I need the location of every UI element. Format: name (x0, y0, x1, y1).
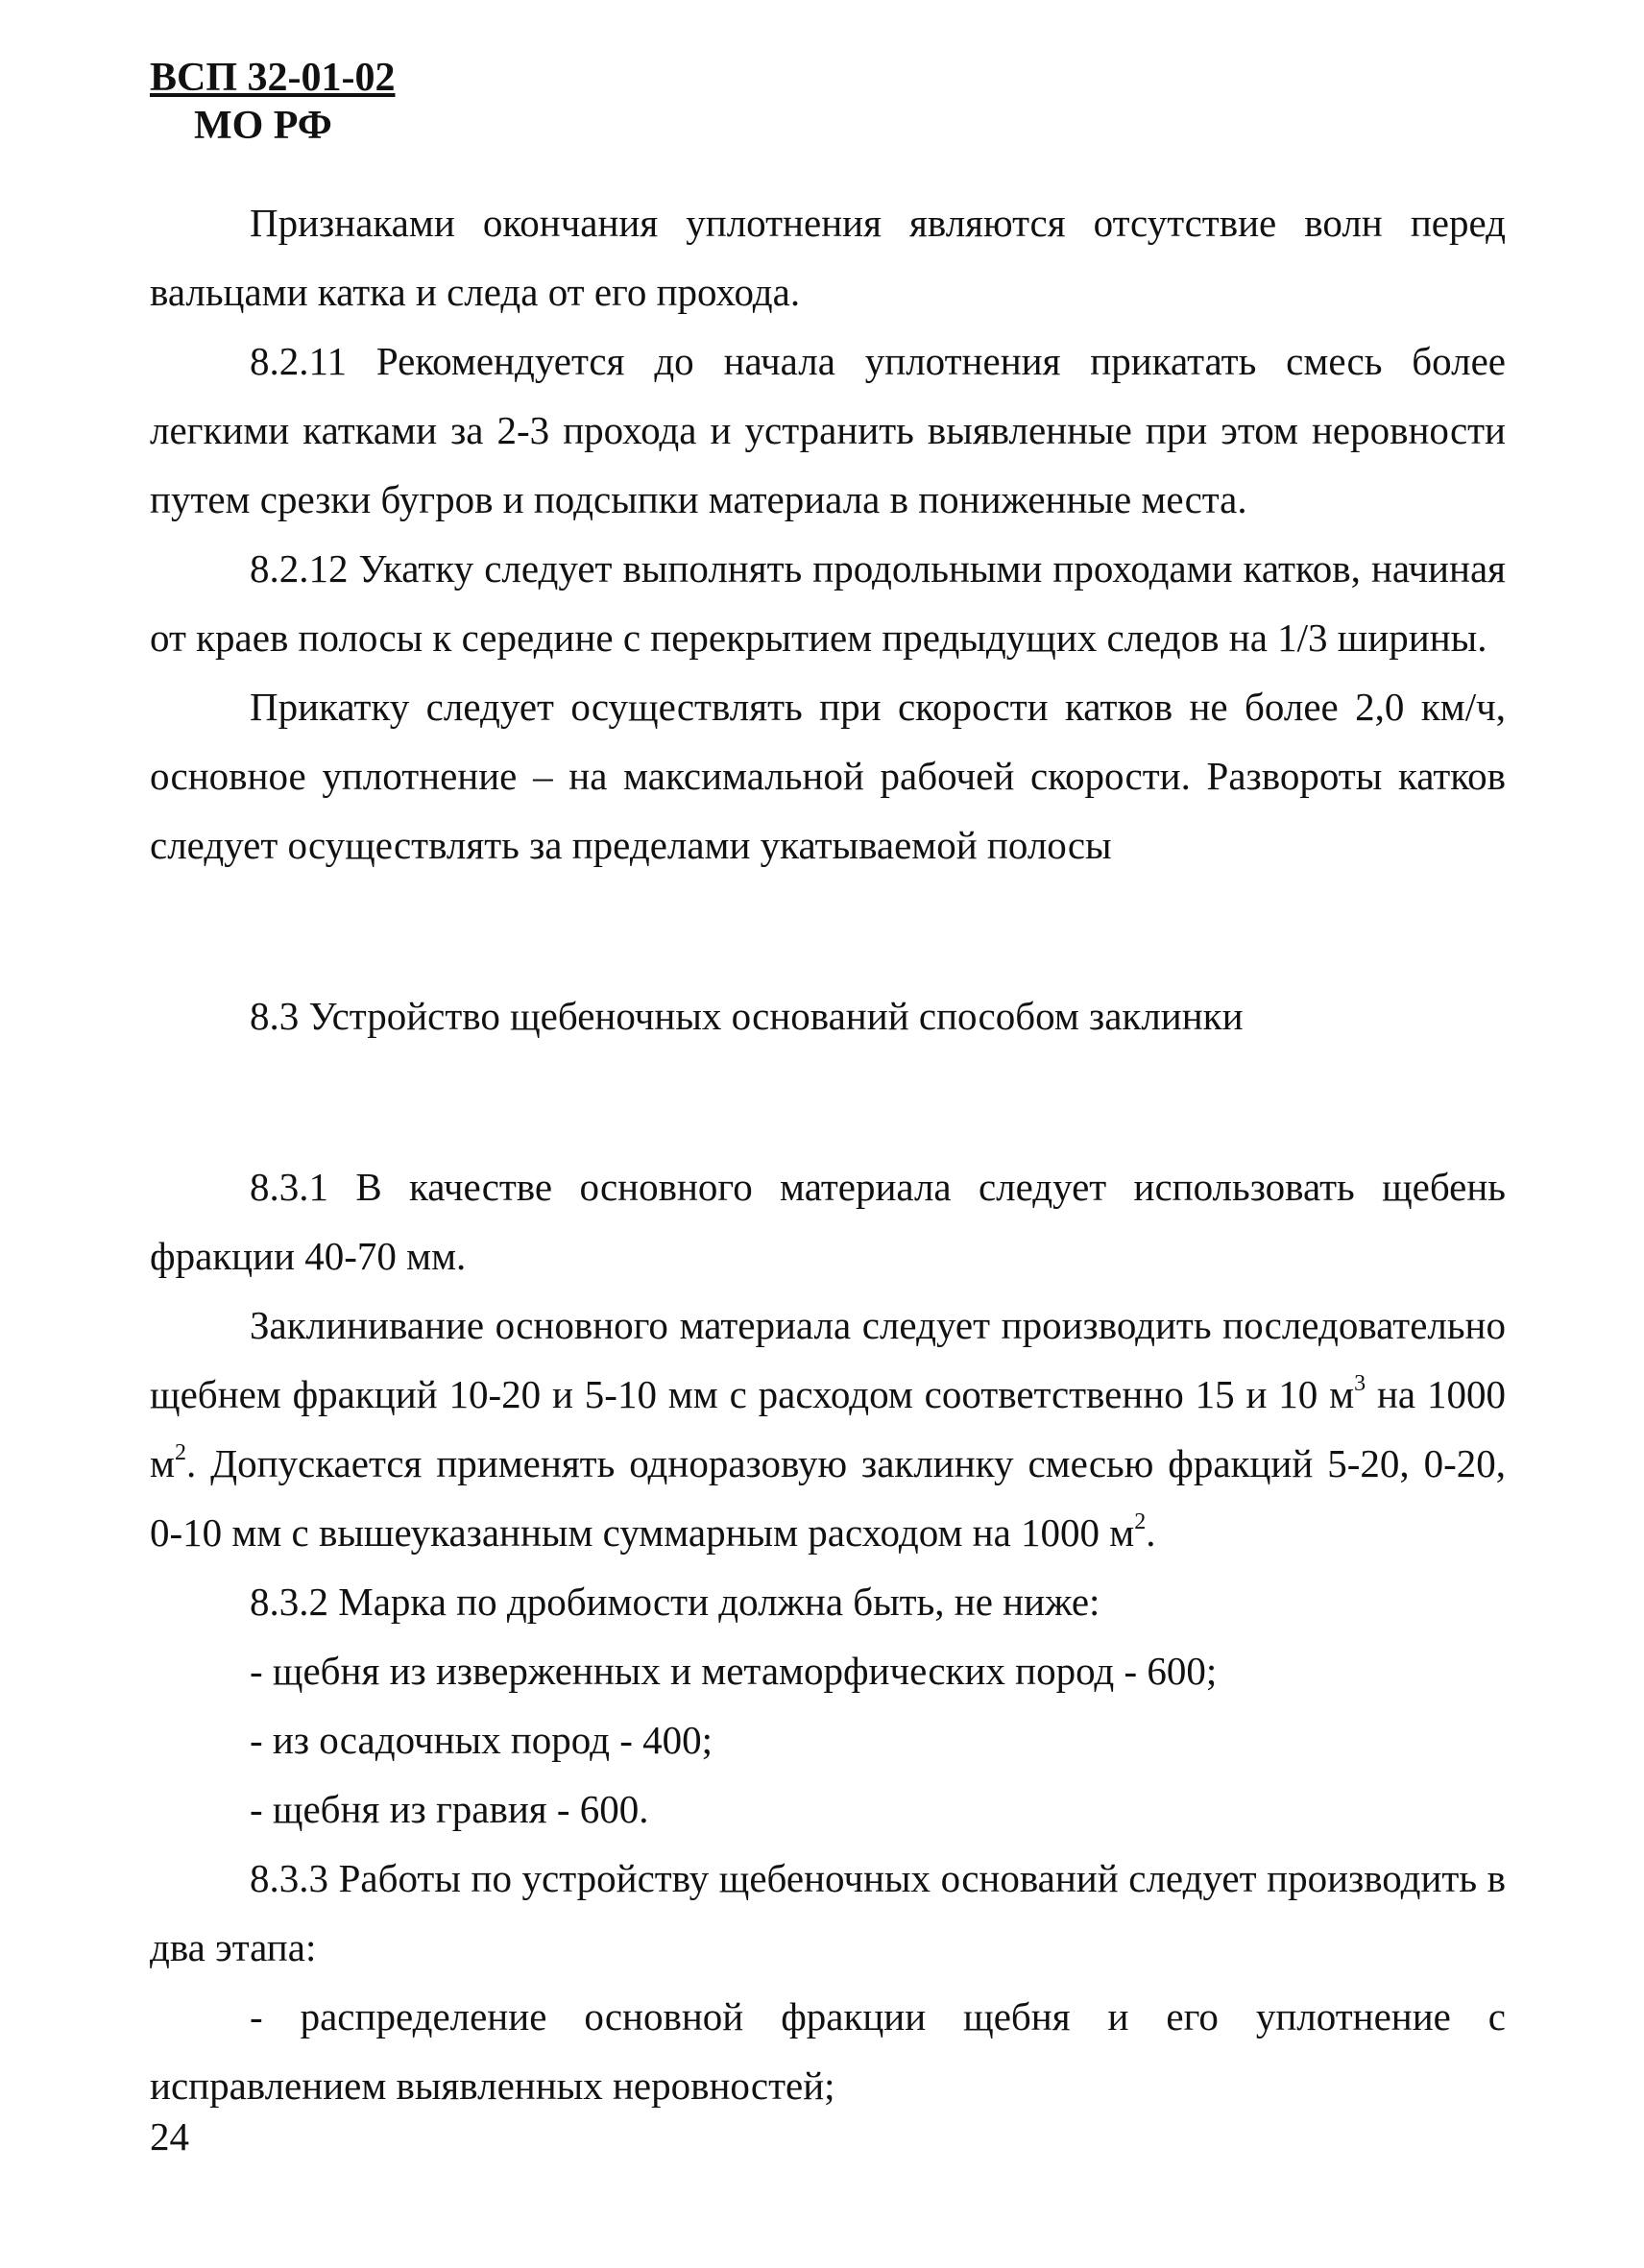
paragraph-8-2-12: 8.2.12 Укатку следует выполнять продольными проходами катков, начиная от краев полосы к середине с перекрытием предыдущих следов на 1/3 ширины. (150, 546, 1506, 660)
wedging-text-3: . Допускается применять одноразовую заклинку смесью фракций 5-20, 0-20, 0-10 мм с вышеуказанным суммарным расходом на 1000 м (150, 1441, 1506, 1555)
wedging-text-2: на 1000 м (150, 1372, 1506, 1485)
wedging-superscript-2: 2 (174, 1440, 186, 1465)
document-code: ВСП 32-01-02 (150, 56, 396, 100)
crush-item-sedimentary: - из осадочных пород - 400; (250, 1718, 713, 1762)
wedging-superscript-1: 3 (1354, 1371, 1366, 1396)
paragraph-compaction-signs: Признаками окончания уплотнения являются отсутствие волн перед вальцами катка и следа от его прохода. (150, 201, 1506, 314)
stage-item-1: - распределение основной фракции щебня и его уплотнение с исправлением выявленных неровностей; (150, 1994, 1506, 2108)
paragraph-8-2-11: 8.2.11 Рекомендуется до начала уплотнения прикатать смесь более легкими катками за 2-3 прохода и устранить выявленные при этом неровности путем срезки бугров и подсыпки материала в пониженные места. (150, 339, 1506, 521)
paragraph-8-3-2: 8.3.2 Марка по дробимости должна быть, не ниже: (250, 1580, 1100, 1624)
paragraph-rolling-speed: Прикатку следует осуществлять при скорости катков не более 2,0 км/ч, основное уплотнение – на максимальной рабочей скорости. Развороты катков следует осуществлять за пределами укатываемой полосы (150, 685, 1506, 867)
wedging-text-4: . (1146, 1510, 1156, 1555)
page-number: 24 (150, 2114, 189, 2159)
page-body (150, 188, 1506, 2120)
crush-item-gravel: - щебня из гравия - 600. (250, 1787, 649, 1831)
paragraph-wedging (150, 1291, 1506, 1567)
paragraph-8-3-3: 8.3.3 Работы по устройству щебеночных оснований следует производить в два этапа: (150, 1856, 1506, 1969)
section-heading-8-3: 8.3 Устройство щебеночных оснований способом заклинки (250, 994, 1244, 1038)
document-organization: МО РФ (194, 104, 332, 148)
crush-item-igneous: - щебня из изверженных и метаморфических пород - 600; (250, 1649, 1218, 1693)
wedging-superscript-3: 2 (1134, 1509, 1147, 1534)
wedging-text-1: Заклинивание основного материала следует производить последовательно щебнем фракций 10-20 и 5-10 мм с расходом соответственно 15 и 10 м (150, 1303, 1506, 1416)
paragraph-8-3-1: 8.3.1 В качестве основного материала следует использовать щебень фракции 40-70 мм. (150, 1165, 1506, 1278)
document-header (150, 54, 396, 150)
